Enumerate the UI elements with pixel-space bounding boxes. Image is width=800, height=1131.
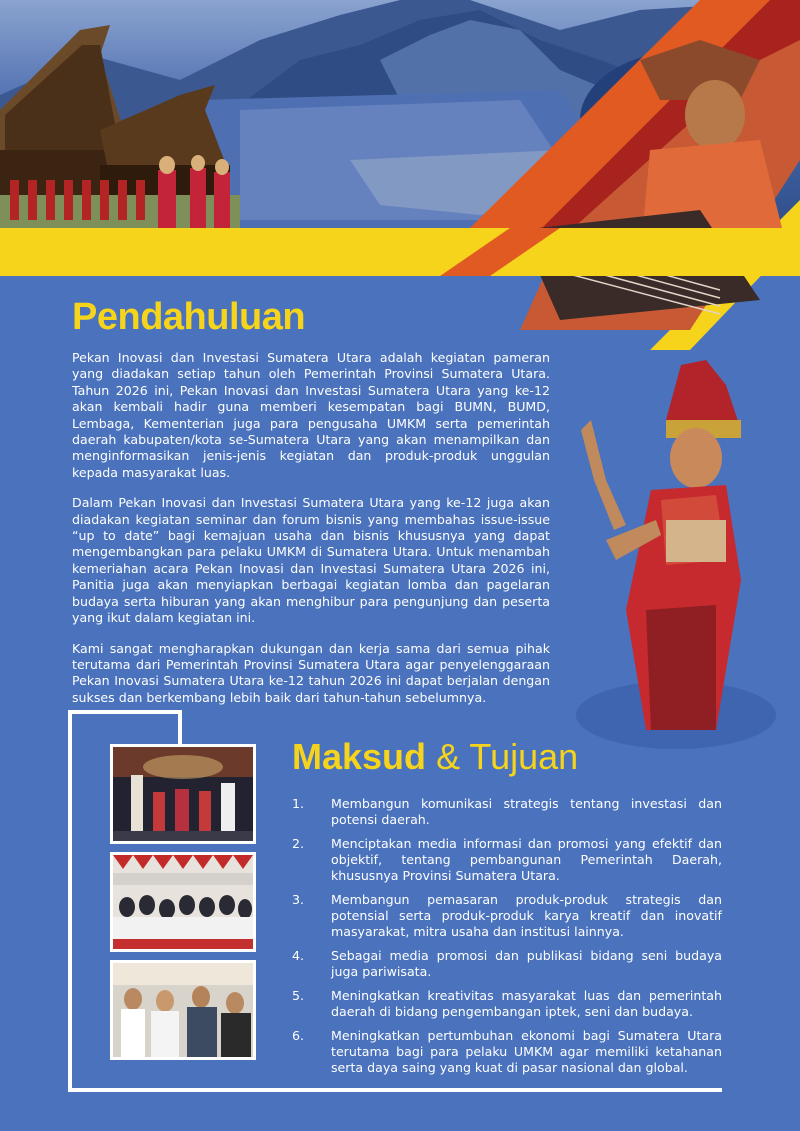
event-photo-audience	[110, 852, 256, 952]
list-item-text: Menciptakan media informasi dan promosi yang efektif dan objektif, tentang pembangunan Pemerintah Daerah, khususnya Provinsi Sumatera Utara.	[331, 836, 722, 883]
list-item-text: Meningkatkan pertumbuhan ekonomi bagi Sumatera Utara terutama bagi para pelaku UMKM agar memiliki ketahanan serta daya saing yang kuat di pasar nasional dan global.	[331, 1028, 722, 1075]
maksud-title-rest: & Tujuan	[436, 736, 579, 777]
list-item	[292, 948, 722, 980]
section-title-maksud-tujuan	[292, 736, 578, 778]
audience-tent-image	[113, 855, 253, 949]
intro-paragraph-3: Kami sangat mengharapkan dukungan dan kerja sama dari semua pihak terutama dari Pemerintah Provinsi Sumatera Utara agar penyelenggaraan Pekan Inovasi Sumatera Utara ke-12 tahun 2026 ini dapat berjalan dengan sukses dan berkembang lebih baik dari tahun-tahun sebelumnya.	[72, 640, 550, 705]
list-item-number: 5.	[292, 988, 305, 1003]
list-item-number: 4.	[292, 948, 305, 963]
section-title-pendahuluan: Pendahuluan	[72, 296, 306, 338]
performers-stage-image	[113, 747, 253, 841]
frame-line-bottom	[68, 1088, 722, 1092]
list-item-number: 3.	[292, 892, 305, 907]
list-item-text: Meningkatkan kreativitas masyarakat luas dan pemerintah daerah di bidang pengembangan iptek, seni dan budaya.	[331, 988, 722, 1019]
list-item-number: 1.	[292, 796, 305, 811]
event-photo-performers	[110, 744, 256, 844]
maksud-tujuan-list	[292, 796, 722, 1084]
list-item	[292, 796, 722, 828]
list-item-text: Sebagai media promosi dan publikasi bidang seni budaya juga pariwisata.	[331, 948, 722, 979]
list-item-text: Membangun pemasaran produk-produk strategis dan potensial serta produk-produk karya kreatif dan inovatif masyarakat, mitra usaha dan institusi lainnya.	[331, 892, 722, 939]
list-item	[292, 988, 722, 1020]
frame-line-left	[68, 710, 72, 1092]
officials-group-image	[113, 963, 253, 1057]
list-item-number: 6.	[292, 1028, 305, 1043]
event-photo-officials	[110, 960, 256, 1060]
list-item	[292, 892, 722, 940]
traditional-dancer-photo	[566, 360, 776, 750]
intro-text	[72, 350, 550, 720]
maksud-title-bold: Maksud	[292, 736, 427, 777]
frame-line-top	[68, 710, 182, 714]
list-item-text: Membangun komunikasi strategis tentang investasi dan potensi daerah.	[331, 796, 722, 827]
list-item-number: 2.	[292, 836, 305, 851]
intro-paragraph-1: Pekan Inovasi dan Investasi Sumatera Utara adalah kegiatan pameran yang diadakan setiap tahun oleh Pemerintah Provinsi Sumatera Utara. Tahun 2026 ini, Pekan Inovasi dan Investasi Sumatera Utara yang ke-12 akan kembali hadir guna memberi kesempatan bagi BUMN, BUMD, Lembaga, Kementerian juga para pengusaha UMKM serta pemerintah daerah kabupaten/kota se-Sumatera Utara yang akan menampilkan dan menginformasikan jenis-jenis kegiatan dan produk-produk unggulan kepada masyarakat luas.	[72, 350, 550, 480]
list-item	[292, 836, 722, 884]
list-item	[292, 1028, 722, 1076]
intro-paragraph-2: Dalam Pekan Inovasi dan Investasi Sumatera Utara yang ke-12 juga akan diadakan kegiatan seminar dan forum bisnis yang membahas issue-issue “up to date” bagi kemajuan usaha dan bisnis khususnya yang dapat mengembangkan para pelaku UMKM di Sumatera Utara. Untuk menambah kemeriahan acara Pekan Inovasi dan Investasi Sumatera Utara 2026 ini, Panitia juga akan menyiapkan berbagai kegiatan lomba dan pagelaran budaya serta hiburan yang akan menghibur para pengunjung dan peserta yang ikut dalam kegiatan ini.	[72, 495, 550, 626]
